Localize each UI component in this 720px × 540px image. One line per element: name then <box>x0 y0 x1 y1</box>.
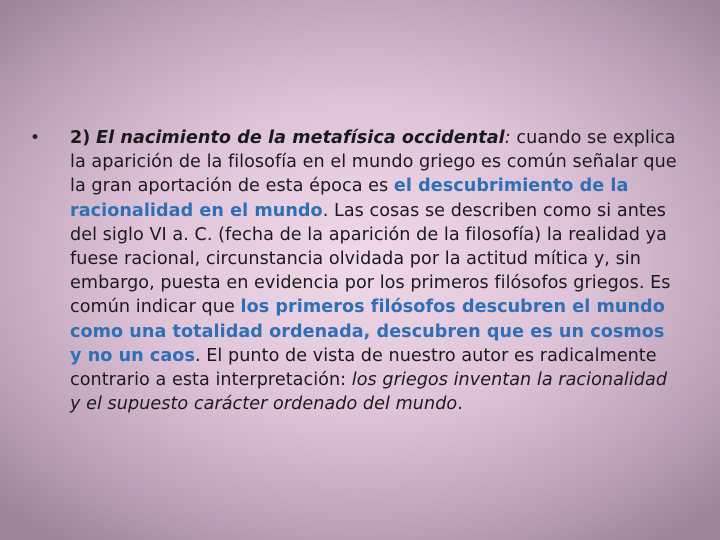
body-text-1: cuando se explica la aparición de la filosofía en el mundo griego es común señalar que la gran aportación de esta época es <box>70 128 677 197</box>
body-text-3: . El punto de vista de nuestro autor es radicalmente contrario a esta interpretación: <box>70 345 657 391</box>
bullet-icon: • <box>30 128 41 148</box>
item-number: 2) <box>70 128 91 148</box>
bullet-paragraph <box>30 126 680 416</box>
highlight-rationality: el descubrimiento de la racionalidad en el mundo <box>70 176 629 221</box>
heading-colon: : <box>504 128 511 148</box>
section-heading: El nacimiento de la metafísica occidental <box>96 128 505 148</box>
italic-conclusion: los griegos inventan la racionalidad y el supuesto carácter ordenado del mundo <box>70 370 668 415</box>
body-text-2: . Las cosas se describen como si antes del siglo VI a. C. (fecha de la aparición de la filosofía) la realidad ya fuese racional, circunstancia olvidada por la actitud mítica y, sin embargo, puesta en evidencia por los primeros filósofos griegos. Es común indicar que <box>70 200 671 318</box>
final-period: . <box>457 394 463 415</box>
highlight-cosmos: los primeros filósofos descubren el mundo como una totalidad ordenada, descubren que es un cosmos y no un caos <box>70 297 665 366</box>
